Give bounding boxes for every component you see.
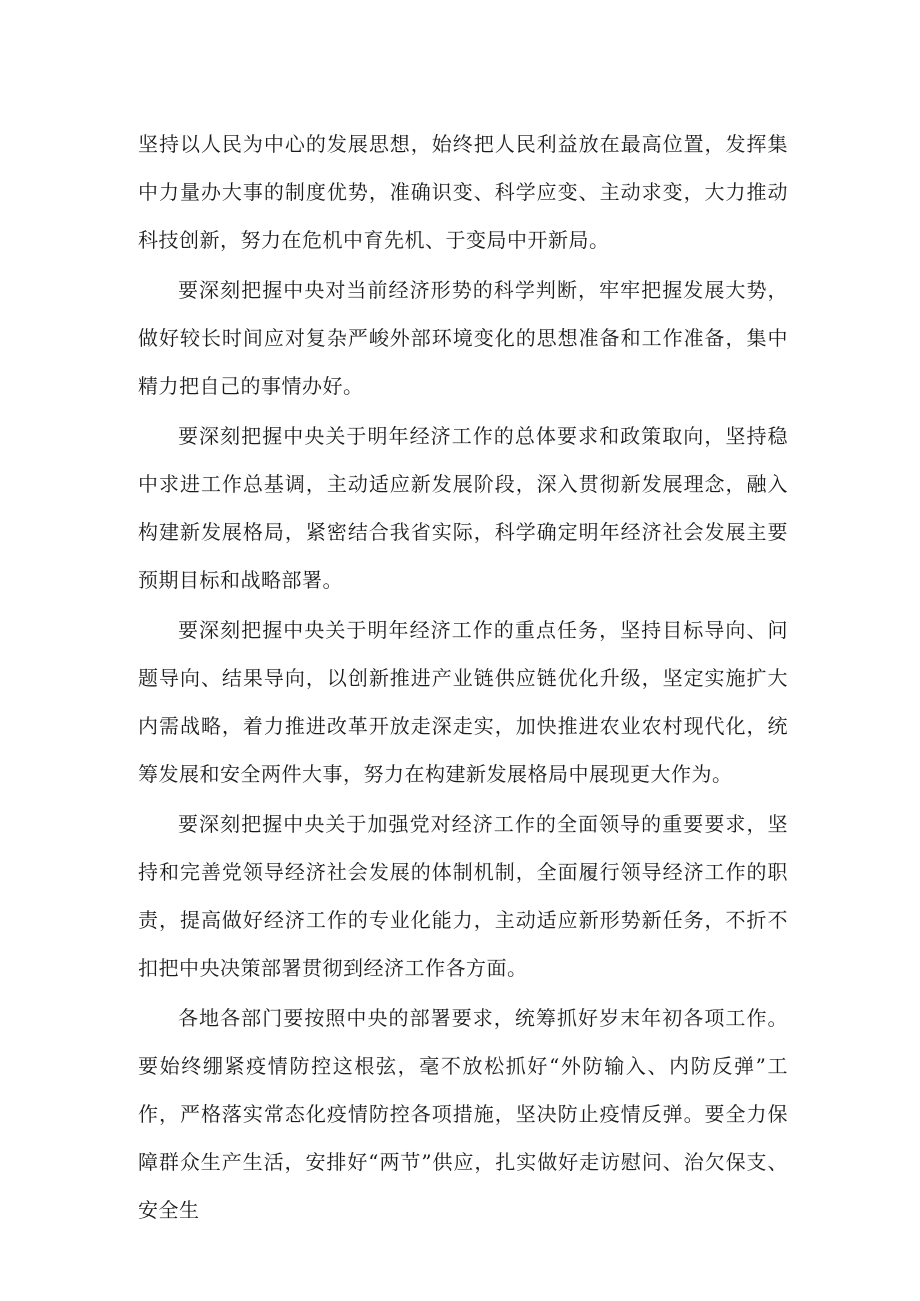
paragraph: 要深刻把握中央关于明年经济工作的重点任务，坚持目标导向、问题导向、结果导向，以创新推进产业链供应链优化升级，坚定实施扩大内需战略，着力推进改革开放走深走实，加快推进农业农村现代化，统筹发展和安全两件大事，努力在构建新发展格局中展现更大作为。 (138, 618, 788, 786)
paragraph: 坚持以人民为中心的发展思想，始终把人民利益放在最高位置，发挥集中力量办大事的制度优势，准确识变、科学应变、主动求变，大力推动科技创新，努力在危机中育先机、于变局中开新局。 (138, 132, 788, 252)
paragraph: 要深刻把握中央关于加强党对经济工作的全面领导的重要要求，坚持和完善党领导经济社会发展的体制机制，全面履行领导经济工作的职责，提高做好经济工作的专业化能力，主动适应新形势新任务，不折不扣把中央决策部署贯彻到经济工作各方面。 (138, 812, 788, 980)
paragraph: 各地各部门要按照中央的部署要求，统筹抓好岁末年初各项工作。要始终绷紧疫情防控这根弦，毫不放松抓好“外防输入、内防反弹”工作，严格落实常态化疫情防控各项措施，坚决防止疫情反弹。要全力保障群众生产生活，安排好“两节”供应，扎实做好走访慰问、治欠保支、安全生 (138, 1006, 788, 1222)
document-body (138, 120, 788, 1234)
paragraph: 要深刻把握中央对当前经济形势的科学判断，牢牢把握发展大势，做好较长时间应对复杂严峻外部环境变化的思想准备和工作准备，集中精力把自己的事情办好。 (138, 278, 788, 398)
paragraph: 要深刻把握中央关于明年经济工作的总体要求和政策取向，坚持稳中求进工作总基调，主动适应新发展阶段，深入贯彻新发展理念，融入构建新发展格局，紧密结合我省实际，科学确定明年经济社会发展主要预期目标和战略部署。 (138, 424, 788, 592)
